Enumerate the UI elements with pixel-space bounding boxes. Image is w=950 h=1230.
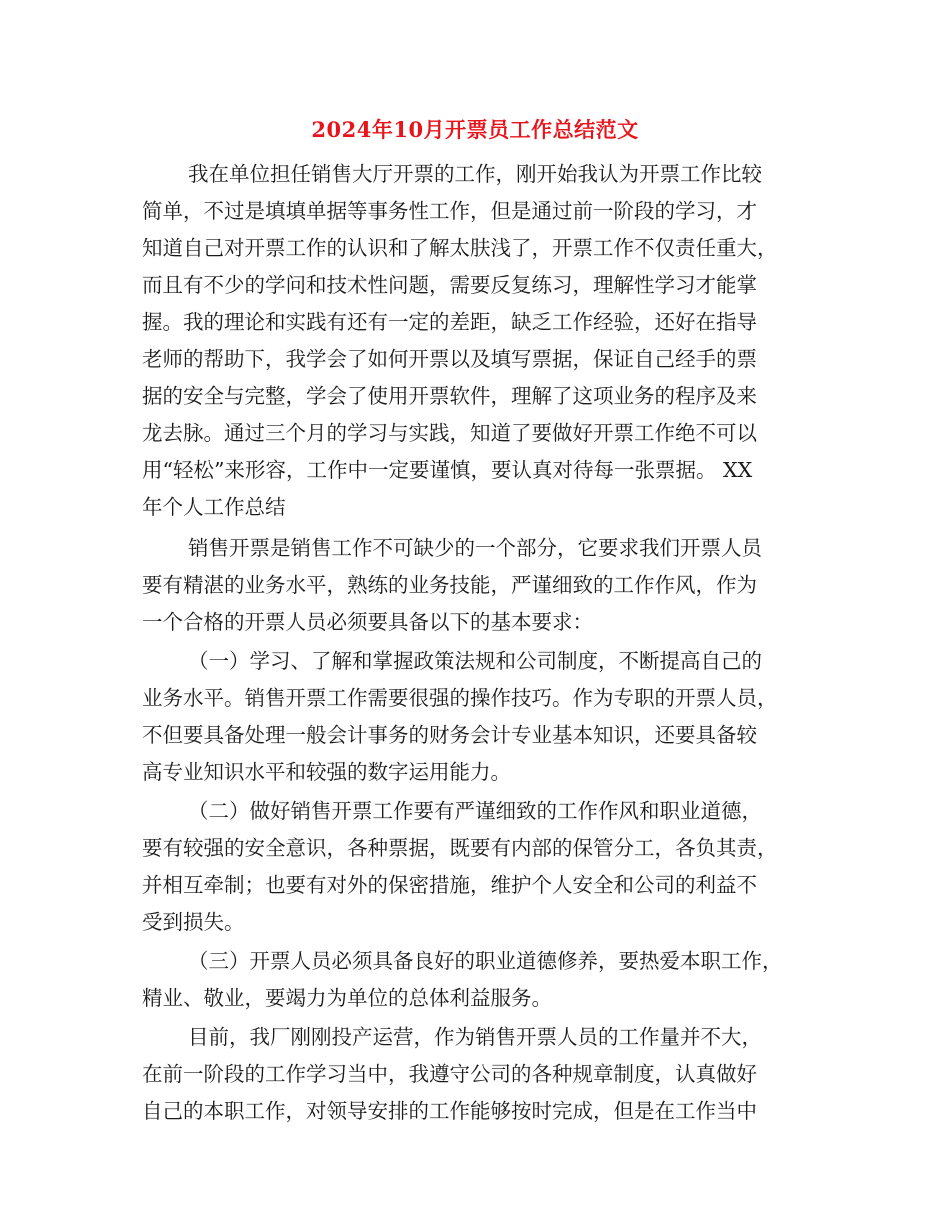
paragraph-line: 销售开票是销售工作不可缺少的一个部分，它要求我们开票人员: [188, 536, 762, 560]
paragraph-line: （一）学习、了解和掌握政策法规和公司制度，不断提高自己的: [188, 649, 762, 673]
paragraph-line: 在前一阶段的工作学习当中，我遵守公司的各种规章制度，认真做好: [142, 1062, 757, 1086]
paragraph-line: 据的安全与完整，学会了使用开票软件，理解了这项业务的程序及来: [142, 384, 757, 408]
document-title: 2024年10月开票员工作总结范文: [311, 117, 639, 142]
paragraph-line: 目前，我厂刚刚投产运营，作为销售开票人员的工作量并不大，: [188, 1025, 762, 1049]
paragraph-line: 受到损失。: [142, 910, 245, 934]
paragraph-line: 高专业知识水平和较强的数字运用能力。: [142, 760, 511, 784]
paragraph-line: 简单，不过是填填单据等事务性工作，但是通过前一阶段的学习，才: [142, 199, 757, 223]
paragraph-line: 要有精湛的业务水平，熟练的业务技能，严谨细致的工作作风，作为: [142, 573, 757, 597]
paragraph-line: 而且有不少的学问和技术性问题，需要反复练习，理解性学习才能掌: [142, 273, 757, 297]
paragraph-line: 龙去脉。通过三个月的学习与实践，知道了要做好开票工作绝不可以: [142, 421, 757, 445]
paragraph-line: 要有较强的安全意识，各种票据，既要有内部的保管分工，各负其责，: [142, 836, 778, 860]
paragraph-line: 握。我的理论和实践有还有一定的差距，缺乏工作经验，还好在指导: [142, 310, 757, 334]
paragraph-line: 并相互牵制；也要有对外的保密措施，维护个人安全和公司的利益不: [142, 873, 757, 897]
paragraph-line: 知道自己对开票工作的认识和了解太肤浅了，开票工作不仅责任重大，: [142, 236, 778, 260]
paragraph-line: 年个人工作总结: [142, 495, 286, 519]
paragraph-line: 不但要具备处理一般会计事务的财务会计专业基本知识，还要具备较: [142, 723, 757, 747]
paragraph-line: 我在单位担任销售大厅开票的工作，刚开始我认为开票工作比较: [188, 162, 762, 186]
paragraph-line: 精业、敬业，要竭力为单位的总体利益服务。: [142, 986, 552, 1010]
paragraph-line: 老师的帮助下，我学会了如何开票以及填写票据，保证自己经手的票: [142, 347, 757, 371]
paragraph-line: 业务水平。销售开票工作需要很强的操作技巧。作为专职的开票人员，: [142, 686, 778, 710]
paragraph-line: 一个合格的开票人员必须要具备以下的基本要求：: [142, 610, 593, 634]
paragraph-line: 用“轻松”来形容，工作中一定要谨慎，要认真对待每一张票据。 XX: [142, 458, 753, 482]
paragraph-line: （二）做好销售开票工作要有严谨细致的工作作风和职业道德，: [188, 799, 762, 823]
paragraph-line: 自己的本职工作，对领导安排的工作能够按时完成，但是在工作当中: [142, 1099, 757, 1123]
paragraph-line: （三）开票人员必须具备良好的职业道德修养，要热爱本职工作，: [188, 949, 783, 973]
